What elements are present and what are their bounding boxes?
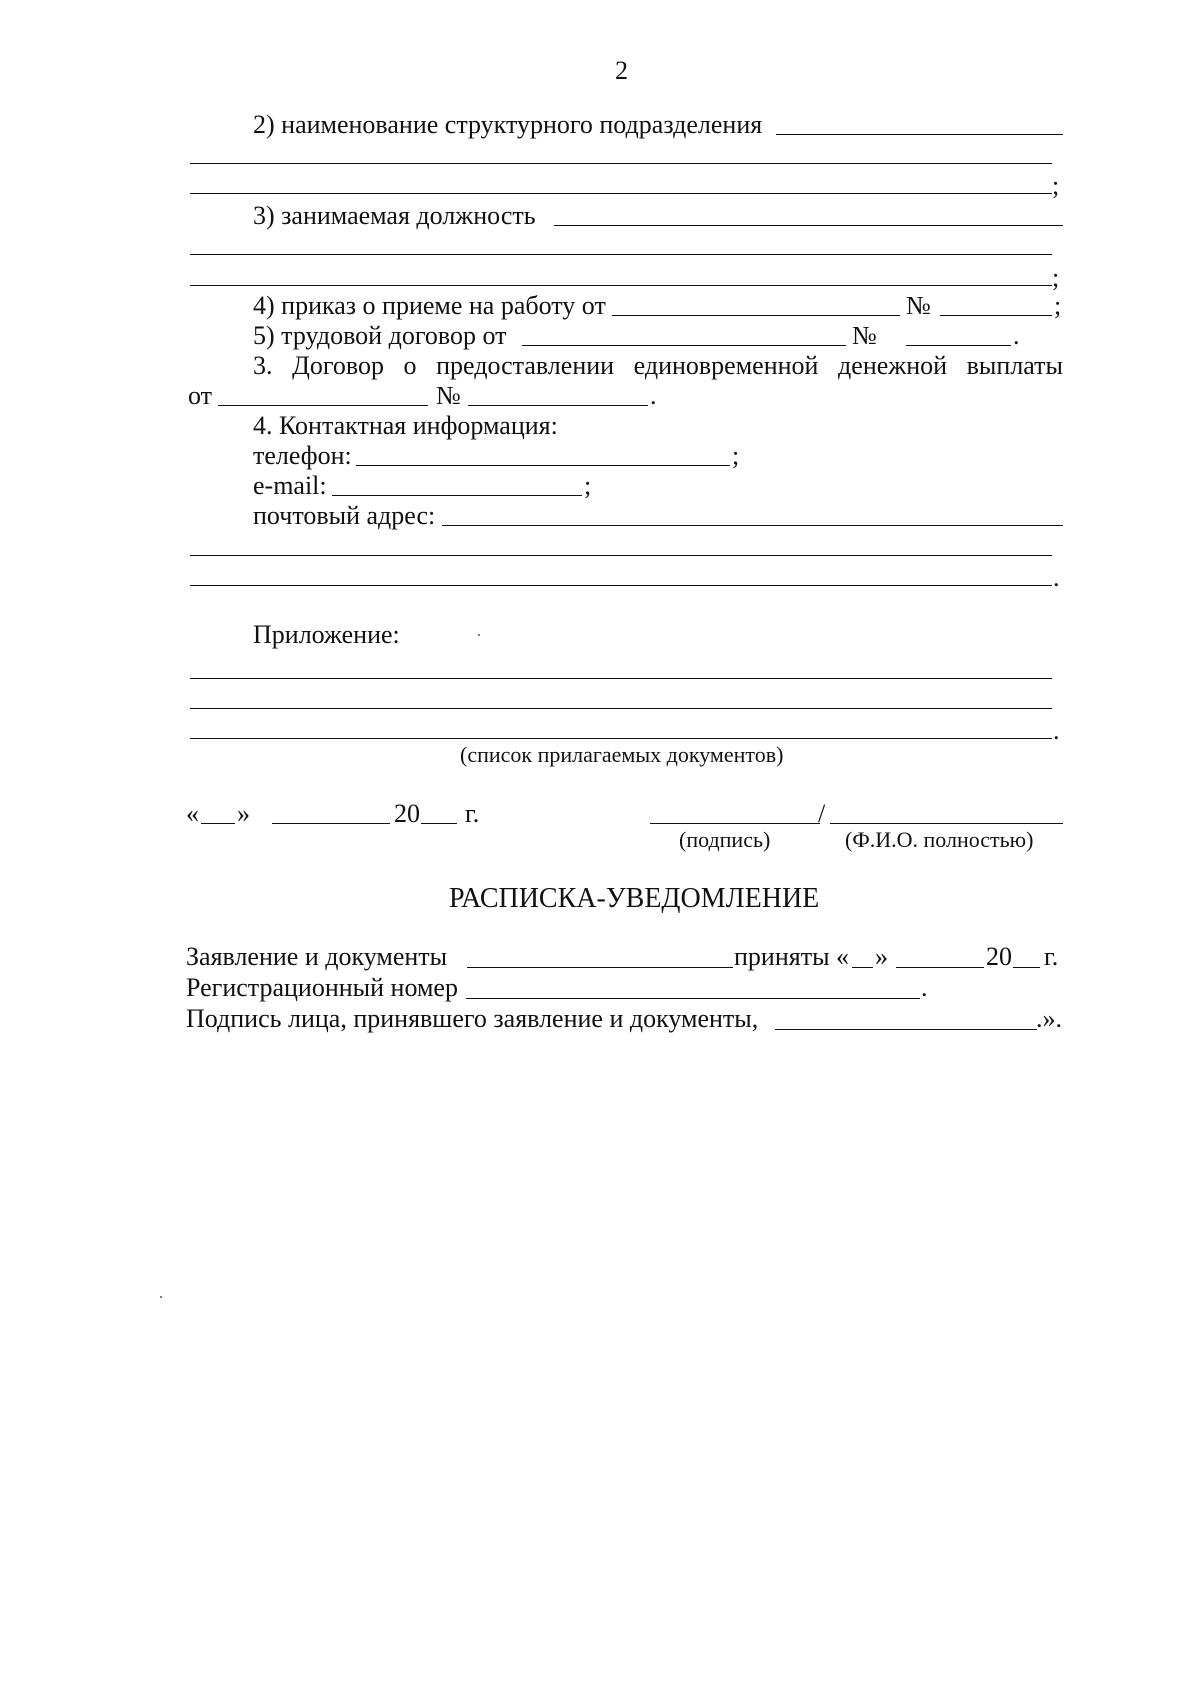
position-field[interactable] [554,225,1063,226]
division-field[interactable] [776,134,1063,135]
date-day-field[interactable] [201,823,235,824]
division-label: 2) наименование структурного подразделения [253,110,763,139]
receipt-day-field[interactable] [852,967,873,968]
address-period: . [1053,563,1060,592]
signer-label: Подпись лица, принявшего заявление и документы, [186,1004,759,1033]
date-year-suffix: г. [465,799,480,828]
order-date-field[interactable] [612,315,900,316]
attachment-field-line-1[interactable] [190,678,1052,679]
date-year-field[interactable] [421,823,457,824]
agreement-from-label: от [188,381,213,410]
receipt-year-field[interactable] [1013,967,1040,968]
contract-label: 5) трудовой договор от [253,321,507,350]
scan-speck-2 [160,1296,162,1298]
order-label: 4) приказ о приеме на работу от [253,291,606,320]
address-field-line-2[interactable] [190,555,1052,556]
position-field-line-3[interactable] [190,285,1052,286]
attachment-field-line-2[interactable] [190,708,1052,709]
contacts-heading: 4. Контактная информация: [253,411,558,440]
division-semicolon: ; [1052,171,1060,200]
signer-field[interactable] [775,1029,1037,1030]
attachment-period: . [1053,716,1060,745]
signature-field[interactable] [650,823,820,824]
agreement-period: . [650,381,657,410]
division-field-line-2[interactable] [190,163,1052,164]
order-number-sign: № [906,291,931,320]
position-semicolon: ; [1052,263,1060,292]
full-name-field[interactable] [830,823,1063,824]
signature-slash: / [818,799,826,828]
phone-label: телефон: [253,441,352,470]
contract-number-sign: № [852,321,877,350]
receipt-year-prefix: 20 [986,942,1012,971]
agreement-number-field[interactable] [468,405,648,406]
attachment-label: Приложение: [253,620,400,649]
date-month-field[interactable] [272,823,390,824]
position-label: 3) занимаемая должность [253,201,536,230]
signature-caption: (подпись) [679,827,771,852]
address-field[interactable] [442,525,1063,526]
scan-speck [478,634,480,636]
date-close-quote: » [237,799,250,828]
receipt-month-field[interactable] [896,967,984,968]
receipt-accepted-label: приняты « [734,942,850,971]
attachment-field-line-3[interactable] [190,738,1052,739]
date-year-prefix: 20 [394,799,420,828]
address-label: почтовый адрес: [253,501,436,530]
agreement-label: 3. Договор о предоставлении единовременной денежной выплаты [253,351,1063,380]
order-number-field[interactable] [940,315,1052,316]
contract-period: . [1013,321,1020,350]
receipt-close-quote: » [875,942,888,971]
contract-date-field[interactable] [522,345,846,346]
receipt-title: РАСПИСКА-УВЕДОМЛЕНИЕ [449,883,820,914]
reg-number-field[interactable] [466,998,920,999]
email-field[interactable] [332,495,582,496]
full-name-caption: (Ф.И.О. полностью) [845,827,1034,852]
email-semicolon: ; [584,471,592,500]
agreement-number-sign: № [436,381,461,410]
position-field-line-2[interactable] [190,254,1052,255]
receipt-docs-field[interactable] [467,967,733,968]
order-semicolon: ; [1054,291,1062,320]
contract-number-field[interactable] [906,345,1011,346]
receipt-end-mark: .». [1036,1004,1062,1033]
page-number: 2 [615,56,628,85]
division-field-line-3[interactable] [190,193,1052,194]
email-label: e-mail: [253,471,327,500]
reg-number-period: . [921,973,928,1002]
phone-semicolon: ; [732,441,740,470]
agreement-date-field[interactable] [218,405,428,406]
attachment-caption: (список прилагаемых документов) [460,742,784,767]
date-open-quote: « [186,799,199,828]
reg-number-label: Регистрационный номер [186,973,458,1002]
receipt-docs-label: Заявление и документы [186,942,448,971]
address-field-line-3[interactable] [190,585,1052,586]
phone-field[interactable] [356,465,730,466]
receipt-year-suffix: г. [1044,942,1059,971]
